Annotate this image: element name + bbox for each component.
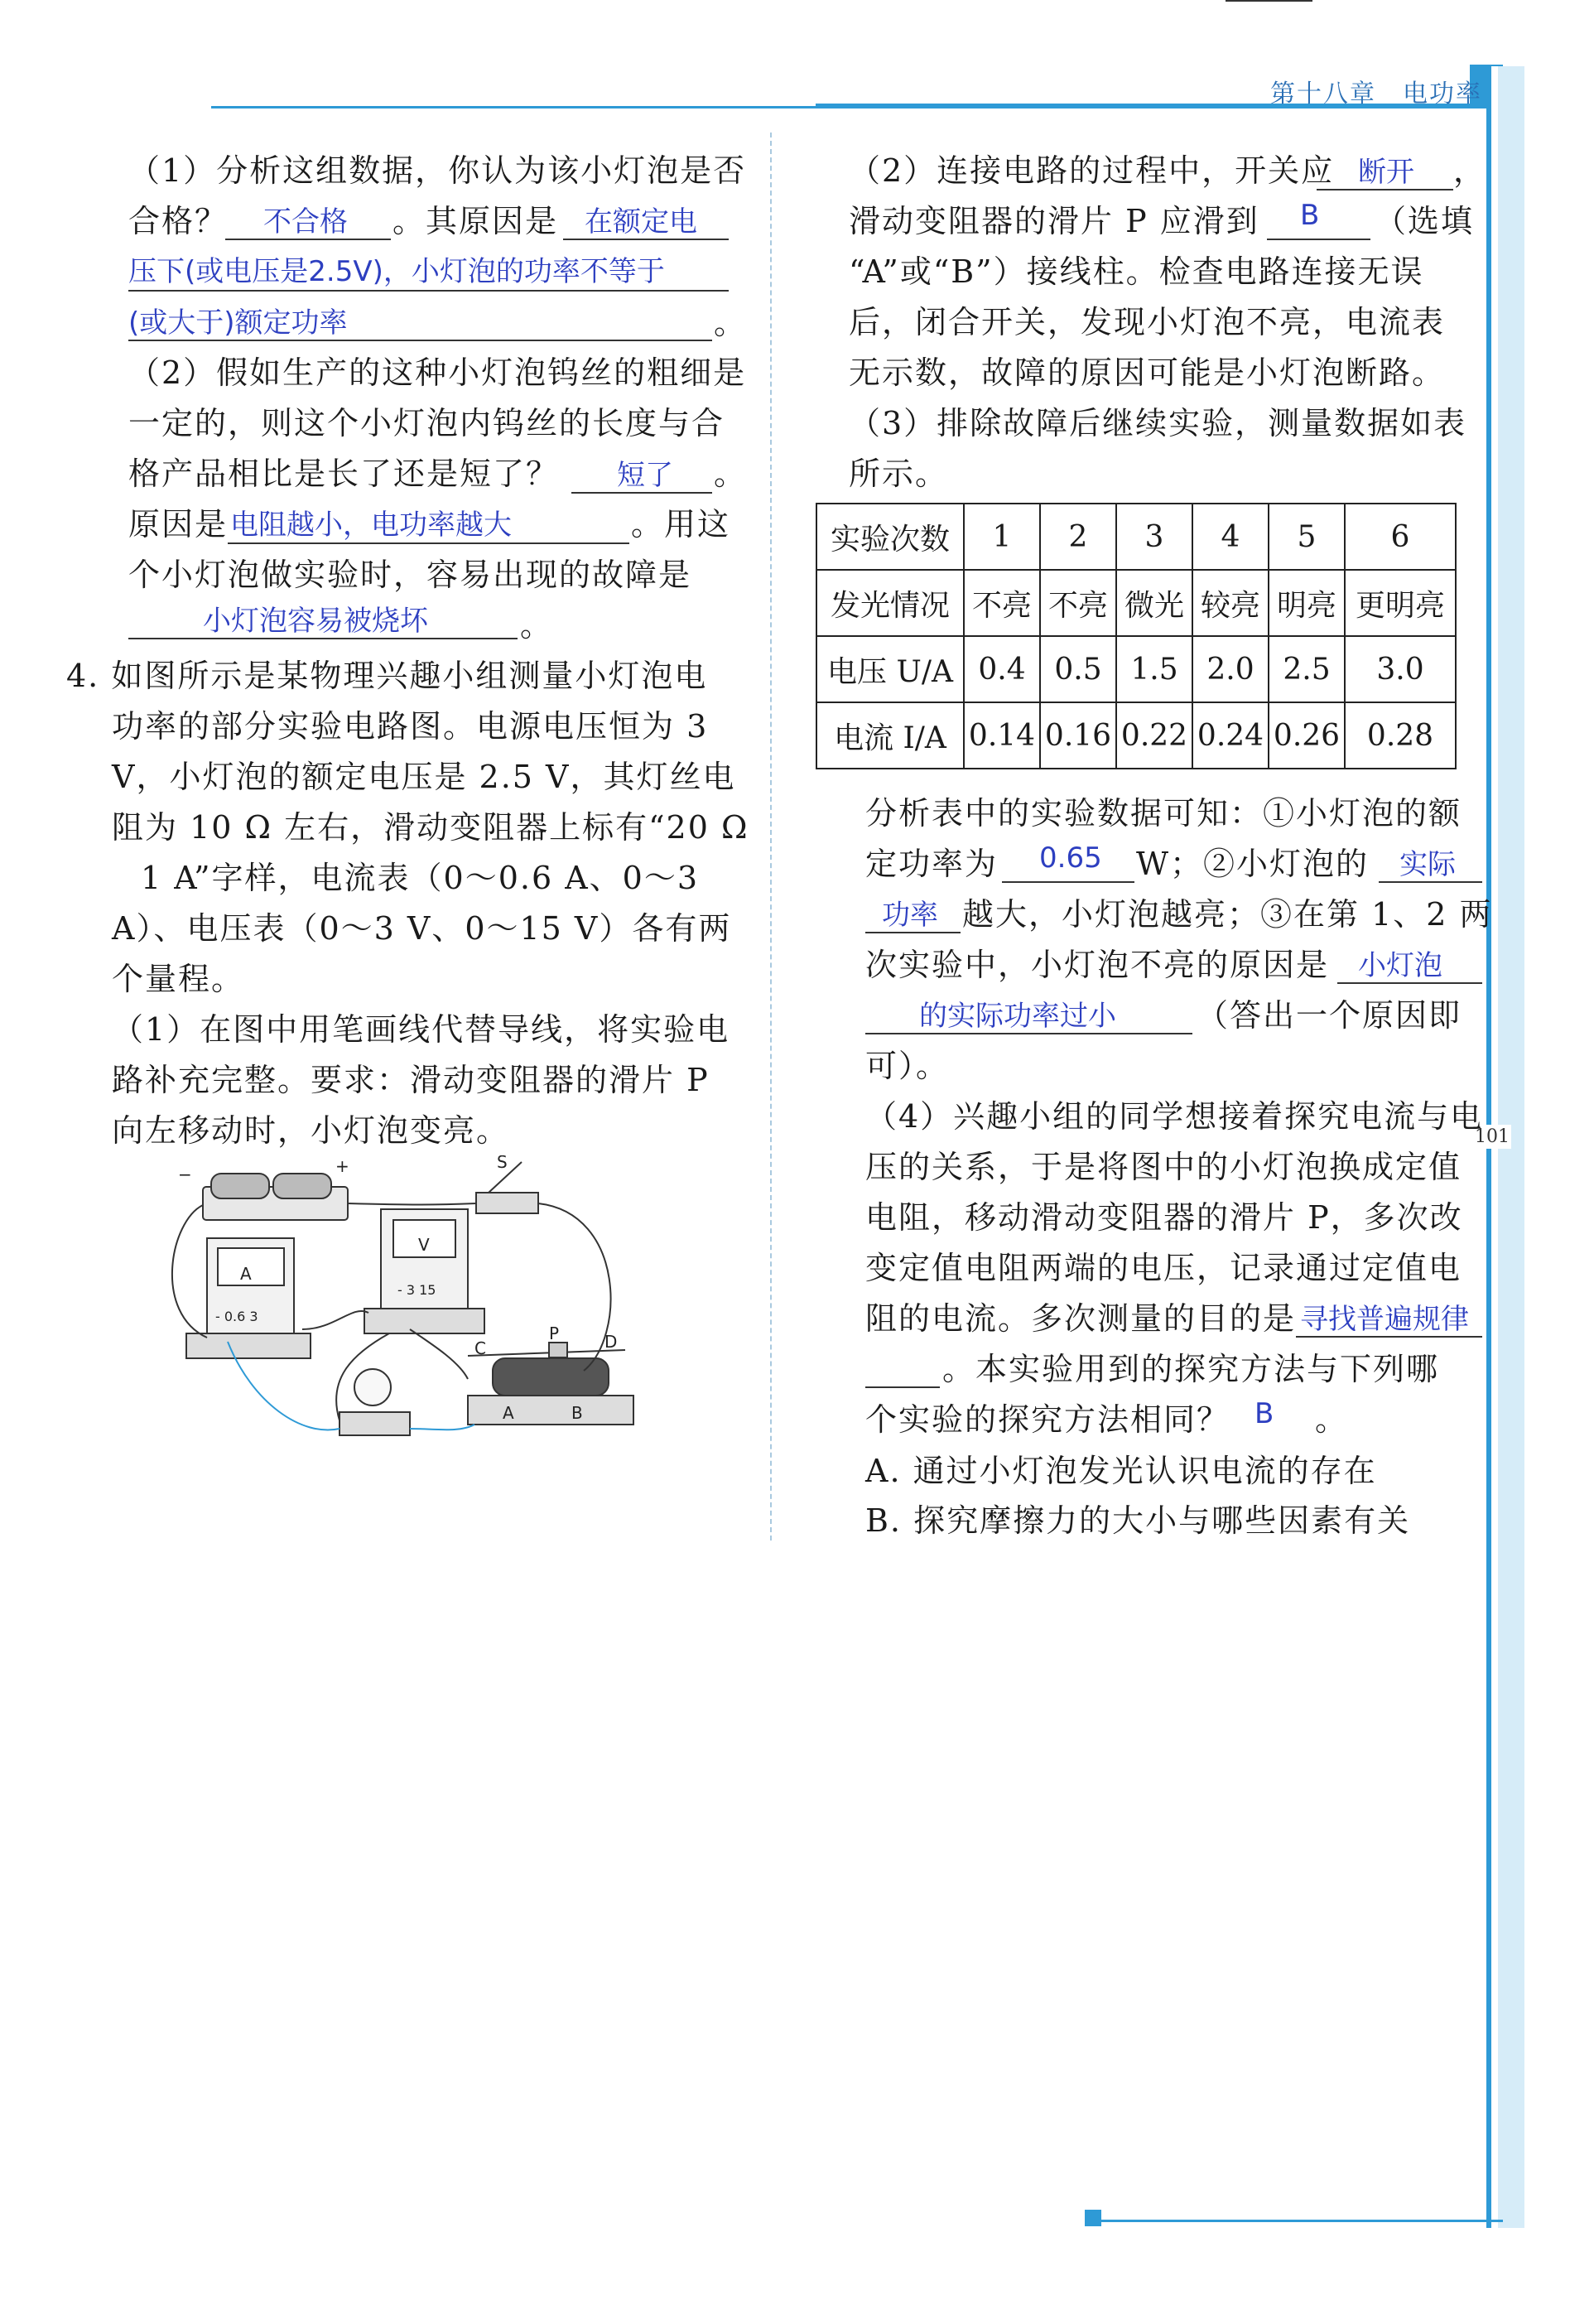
text-line: （2）假如生产的这种小灯泡钨丝的粗细是 <box>128 354 747 391</box>
table-cell: 3 <box>1116 504 1192 570</box>
answer-blank <box>563 239 729 240</box>
text-line: 后，闭合开关，发现小灯泡不亮，电流表 <box>849 304 1446 340</box>
text-line: 。 <box>520 607 554 644</box>
voltmeter-label: V <box>418 1235 430 1255</box>
chapter-title: 第十八章 电功率 <box>1270 80 1482 108</box>
table-cell: 更明亮 <box>1345 570 1456 636</box>
option-a: A. 通过小灯泡发光认识电流的存在 <box>865 1453 1377 1489</box>
table-cell: 发光情况 <box>816 570 964 636</box>
text-line: 无示数，故障的原因可能是小灯泡断路。 <box>849 354 1446 391</box>
table-row <box>816 636 1456 702</box>
table-cell: 2.0 <box>1192 636 1269 702</box>
text-line: 滑动变阻器的滑片 P 应滑到 <box>849 203 1259 239</box>
answer-fault: 小灯泡容易被烧坏 <box>203 605 428 638</box>
text-line: 一定的，则这个小灯泡内钨丝的长度与合 <box>128 405 725 441</box>
text-line: 个量程。 <box>112 961 245 997</box>
answer-blank <box>865 1386 940 1388</box>
option-b: B. 探究摩擦力的大小与哪些因素有关 <box>865 1502 1411 1539</box>
column-divider <box>770 133 772 1540</box>
answer-dim-reason-2: 的实际功率过小 <box>919 1000 1116 1033</box>
battery-plus-label: + <box>335 1156 349 1176</box>
text-line: 功率的部分实验电路图。电源电压恒为 3 <box>112 708 709 745</box>
answer-blank <box>1267 239 1370 240</box>
answer-method: B <box>1254 1397 1274 1430</box>
answer-reason-2: 压下(或电压是2.5V)，小灯泡的功率不等于 <box>128 255 665 288</box>
terminal-b-label: B <box>571 1403 583 1423</box>
terminal-a-label: A <box>503 1403 514 1423</box>
table-cell: 电压 U/A <box>816 636 964 702</box>
table-cell: 不亮 <box>1040 570 1116 636</box>
battery-minus-label: − <box>178 1164 192 1184</box>
answer-rated-power: 0.65 <box>1039 841 1102 875</box>
text-line: （答出一个原因即 <box>1197 997 1462 1034</box>
table-cell: 0.14 <box>964 702 1040 769</box>
text-line: 次实验中，小灯泡不亮的原因是 <box>865 947 1330 983</box>
answer-blank <box>128 290 729 292</box>
ammeter-scale-label: - 0.6 3 <box>215 1309 258 1324</box>
text-line: 所示。 <box>849 456 949 492</box>
table-cell: 3.0 <box>1345 636 1456 702</box>
table-cell: 0.24 <box>1192 702 1269 769</box>
table-cell: 6 <box>1345 504 1456 570</box>
answer-reason: 电阻越小，电功率越大 <box>230 509 512 542</box>
text-line: 合格？ <box>128 203 229 239</box>
text-line: 变定值电阻两端的电压，记录通过定值电 <box>865 1250 1462 1286</box>
page-number: 101 <box>1475 1126 1510 1147</box>
text-line: 路补充完整。要求：滑动变阻器的滑片 P <box>112 1062 710 1098</box>
text-line: 越大，小灯泡越亮；③在第 1、2 两 <box>962 896 1493 933</box>
slider-p-label: P <box>549 1324 560 1343</box>
answer-blank <box>1337 982 1482 984</box>
table-row <box>816 570 1456 636</box>
text-line: （3）排除故障后继续实验，测量数据如表 <box>849 405 1467 441</box>
table-cell: 实验次数 <box>816 504 964 570</box>
text-line: “A”或“B”）接线柱。检查电路连接无误 <box>849 253 1424 290</box>
text-line: 。 <box>1315 1401 1349 1438</box>
table-row <box>816 702 1456 769</box>
text-line: 。用这 <box>631 506 731 542</box>
text-line: 。 <box>714 456 748 492</box>
table-row <box>816 504 1456 570</box>
text-line: 格产品相比是长了还是短了？ <box>128 456 560 492</box>
text-line: 向左移动时，小灯泡变亮。 <box>112 1112 510 1149</box>
text-line: 定功率为 <box>865 846 999 882</box>
answer-unqualified: 不合格 <box>263 205 348 239</box>
table-cell: 0.26 <box>1269 702 1345 769</box>
text-line: 分析表中的实验数据可知：①小灯泡的额 <box>865 795 1462 832</box>
terminal-c-label: C <box>474 1338 486 1358</box>
data-table <box>816 503 1457 769</box>
text-line: 压的关系，于是将图中的小灯泡换成定值 <box>865 1149 1462 1185</box>
table-cell: 不亮 <box>964 570 1040 636</box>
answer-blank <box>1226 0 1312 2</box>
answer-blank <box>865 932 961 933</box>
table-cell: 1 <box>964 504 1040 570</box>
terminal-d-label: D <box>604 1332 618 1352</box>
text-line: 阻的电流。多次测量的目的是 <box>865 1300 1297 1337</box>
answer-dim-reason-1: 小灯泡 <box>1358 949 1442 982</box>
answer-blank <box>1002 881 1134 883</box>
text-line: 。其原因是 <box>392 203 559 239</box>
text-line: （4）兴趣小组的同学想接着探究电流与电 <box>865 1098 1484 1135</box>
voltmeter-scale-label: - 3 15 <box>397 1282 436 1298</box>
text-line: 。本实验用到的探究方法与下列哪 <box>942 1351 1440 1387</box>
switch-label: S <box>497 1155 508 1172</box>
answer-reason-1: 在额定电 <box>585 205 697 239</box>
answer-shorter: 短了 <box>617 459 673 492</box>
answer-blank <box>128 638 518 639</box>
table-cell: 0.5 <box>1040 636 1116 702</box>
table-cell: 2.5 <box>1269 636 1345 702</box>
table-cell: 0.28 <box>1345 702 1456 769</box>
text-line: 个小灯泡做实验时，容易出现的故障是 <box>128 557 692 593</box>
table-cell: 微光 <box>1116 570 1192 636</box>
answer-terminal: B <box>1300 199 1320 232</box>
text-line: （1）在图中用笔画线代替导线，将实验电 <box>112 1011 730 1048</box>
answer-blank <box>1296 1336 1482 1338</box>
table-cell: 0.4 <box>964 636 1040 702</box>
ammeter-label: A <box>240 1264 252 1284</box>
footer-marker <box>1085 2210 1101 2226</box>
answer-blank <box>865 1033 1192 1034</box>
table-cell: 2 <box>1040 504 1116 570</box>
answer-blank <box>1317 189 1453 190</box>
text-line: （1）分析这组数据，你认为该小灯泡是否 <box>128 152 747 189</box>
question-4-line: 4. 如图所示是某物理兴趣小组测量小灯泡电 <box>66 658 708 694</box>
answer-reason-3: (或大于)额定功率 <box>128 306 348 340</box>
table-cell: 0.16 <box>1040 702 1116 769</box>
answer-actual-1: 实际 <box>1399 848 1456 881</box>
text-line: W；②小灯泡的 <box>1136 846 1370 882</box>
table-cell: 电流 I/A <box>816 702 964 769</box>
text-line: （2）连接电路的过程中，开关应 <box>849 152 1335 189</box>
answer-blank <box>1379 881 1482 883</box>
answer-actual-2: 功率 <box>882 899 938 932</box>
text-line: （选填 <box>1375 203 1475 239</box>
circuit-diagram <box>161 1155 658 1458</box>
text-line: ， <box>1453 152 1487 189</box>
text-line: 阻为 10 Ω 左右，滑动变阻器上标有“20 Ω <box>112 809 749 846</box>
table-cell: 明亮 <box>1269 570 1345 636</box>
text-line: 原因是 <box>128 506 229 542</box>
answer-blank <box>225 239 391 240</box>
text-line: 电阻，移动滑动变阻器的滑片 P，多次改 <box>865 1199 1463 1236</box>
text-line: V，小灯泡的额定电压是 2.5 V，其灯丝电 <box>112 759 736 795</box>
table-cell: 4 <box>1192 504 1269 570</box>
text-line: 。 <box>714 305 748 341</box>
answer-open: 断开 <box>1358 156 1414 189</box>
answer-blank <box>571 492 712 494</box>
table-cell: 0.22 <box>1116 702 1192 769</box>
text-line: 个实验的探究方法相同？ <box>865 1401 1230 1438</box>
table-cell: 5 <box>1269 504 1345 570</box>
answer-blank <box>228 542 629 544</box>
table-cell: 1.5 <box>1116 636 1192 702</box>
text-line: 1 A”字样，电流表（0～0.6 A、0～3 <box>141 860 700 896</box>
footer-rule <box>1093 2220 1503 2222</box>
text-line: 可）。 <box>865 1048 950 1084</box>
text-line: A）、电压表（0～3 V、0～15 V）各有两 <box>112 910 732 947</box>
table-cell: 较亮 <box>1192 570 1269 636</box>
answer-blank <box>128 340 712 341</box>
answer-purpose: 寻找普遍规律 <box>1300 1303 1469 1336</box>
